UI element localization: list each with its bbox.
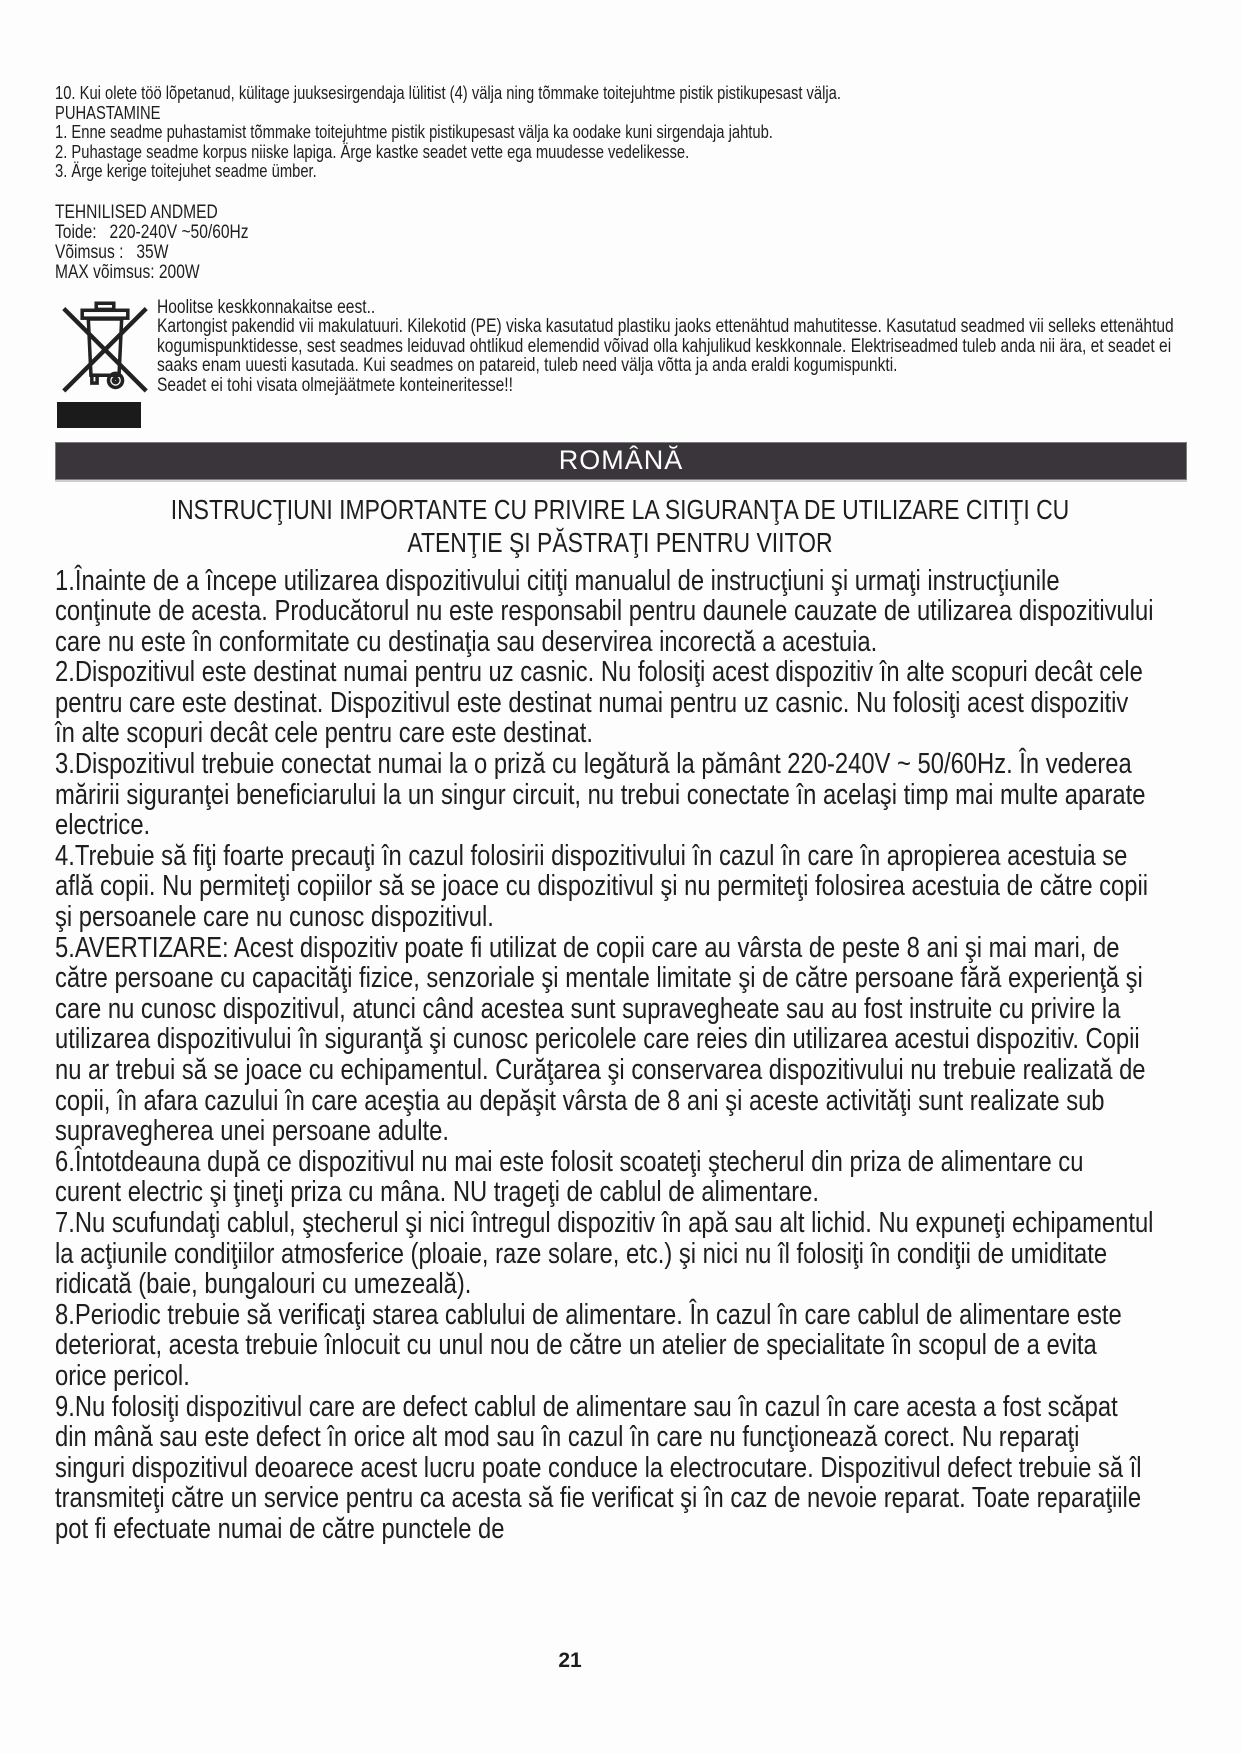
page-number: 21	[558, 1649, 582, 1672]
cleaning-item: 2. Puhastage seadme korpus niiske lapiga. Ärge kastke seadet vette ega muudesse vedelikesse.	[55, 141, 690, 162]
cleaning-item: 1. Enne seadme puhastamist tõmmake toitejuhtme pistik pistikupesast välja ka oodake kuni sirgendaja jahtub.	[55, 122, 773, 142]
technical-data-line: MAX võimsus: 200W	[55, 261, 200, 283]
recycling-intro: Hoolitse keskkonnakaitse eest..	[157, 296, 376, 318]
instruction-paragraph-5: 5.AVERTIZARE: Acest dispozitiv poate fi utilizat de copii care au vârsta de peste 8 ani şi mai mari, de către persoane cu capacităţi fizice, senzoriale şi mentale limitate şi de către persoane fără experienţă şi care nu cunosc dispozitivul, atunci când acestea sunt supravegheate sau au fost instruite cu privire la utilizarea dispozitivului în siguranţă şi cunosc pericolele care reies din utilizarea acestui dispozitiv. Copii nu ar trebui să se joace cu echipamentul. Curăţarea şi conservarea dispozitivului nu trebuie realizată de copii, în afara cazului în care aceştia au depăşit vârsta de 8 ani şi aceste activităţi sunt realizate sub supravegherea unei persoane adulte.	[55, 931, 1146, 1148]
recycling-icon-column	[55, 298, 157, 428]
technical-data-line: Toide: 220-240V ~50/60Hz	[55, 221, 249, 243]
instruction-paragraph-6: 6.Întotdeauna după ce dispozitivul nu mai este folosit scoateţi ştecherul din priza de alimentare cu curent electric şi ţineţi priza cu mâna. NU trageţi de cablul de alimentare.	[55, 1145, 1084, 1209]
language-header-bar	[55, 442, 1187, 480]
technical-data-heading: TEHNILISED ANDMED	[55, 201, 218, 223]
cleaning-item: 3. Ärge kerige toitejuhet seadme ümber.	[55, 161, 317, 181]
recycling-body: Kartongist pakendid vii makulatuuri. Kilekotid (PE) viska kasutatud plastiku jaoks ettenähtud mahutitesse. Kasutatud seadmed vii selleks ettenähtud kogumispunktidesse, sest seadmes leiduvad ohtlikud elemendid võivad olla kahjulikud keskkonnale. Elektriseadmed tuleb anda nii ära, et seadet ei saaks enam uuesti kasutada. Kui seadmes on patareid, tuleb need välja võtta ja anda eraldi kogumispunkti.	[157, 316, 1174, 376]
technical-data-section	[55, 203, 1185, 283]
weee-crossed-bin-icon	[61, 298, 149, 398]
recycling-notice	[55, 298, 1187, 428]
cleaning-heading: PUHASTAMINE	[55, 102, 161, 123]
instruction-paragraph-3: 3.Dispozitivul trebuie conectat numai la o priză cu legătură la pământ 220-240V ~ 50/60Hz. În vederea măririi siguranţei beneficiarului la un singur circuit, nu trebui conectate în acelaşi timp mai multe aparate electrice.	[55, 748, 1146, 842]
language-label: ROMÂNĂ	[558, 445, 684, 475]
safety-instructions	[55, 566, 1155, 1545]
safety-title-line-2: ATENŢIE ŞI PĂSTRAŢI PENTRU VIITOR	[407, 526, 833, 558]
safety-title-line-1: INSTRUCŢIUNI IMPORTANTE CU PRIVIRE LA SIGURANŢA DE UTILIZARE CITIŢI CU	[170, 493, 1070, 525]
recycling-outro: Seadet ei tohi visata olmejäätmete konteineritesse!!	[157, 374, 513, 396]
instruction-paragraph-9: 9.Nu folosiţi dispozitivul care are defect cablul de alimentare sau în cazul în care acesta a fost scăpat din mână sau este defect în orice alt mod sau în cazul în care nu funcţionează corect. Nu reparaţi singuri dispozitivul deoarece acest lucru poate conduce la electrocutare. Dispozitivul defect trebuie să îl transmiteţi către un service pentru ca acesta să fie verificat şi în caz de nevoie reparat. Toate reparaţiile pot fi efectuate numai de către punctele de	[55, 1390, 1142, 1545]
estonian-step-10: 10. Kui olete töö lõpetanud, külitage juuksesirgendaja lülitist (4) välja ning tõmmake toitejuhtme pistik pistikupesast välja.	[55, 83, 841, 103]
instruction-paragraph-2: 2.Dispozitivul este destinat numai pentru uz casnic. Nu folosiţi acest dispozitiv în alte scopuri decât cele pentru care este destinat. Dispozitivul este destinat numai pentru uz casnic. Nu folosiţi acest dispozitiv în alte scopuri decât cele pentru care este destinat.	[55, 656, 1143, 750]
safety-title	[55, 493, 1185, 559]
instruction-paragraph-4: 4.Trebuie să fiţi foarte precauţi în cazul folosirii dispozitivului în cazul în care în apropierea acestuia se află copii. Nu permiteţi copiilor să se joace cu dispozitivul şi nu permiteţi folosirea acestuia de către copii şi persoanele care nu cunosc dispozitivul.	[55, 839, 1149, 934]
black-bar	[57, 402, 141, 428]
page-content	[55, 84, 1187, 1545]
instruction-paragraph-1: 1.Înainte de a începe utilizarea dispozitivului citiţi manualul de instrucţiuni şi urmaţi instrucţiunile conţinute de acesta. Producătorul nu este responsabil pentru daunele cauzate de utilizarea dispozitivului care nu este în conformitate cu destinaţia sau deservirea incorectă a acestuia.	[55, 564, 1154, 658]
instruction-paragraph-7: 7.Nu scufundaţi cablul, ştecherul şi nici întregul dispozitiv în apă sau alt lichid. Nu expuneţi echipamentul la acţiunile condiţiilor atmosferice (ploaie, raze solare, etc.) şi nici nu îl folosiţi în condiţii de umiditate ridicată (baie, bungalouri cu umezeală).	[55, 1206, 1154, 1301]
estonian-section	[55, 84, 1185, 283]
recycling-text-column	[157, 298, 1187, 396]
instruction-paragraph-8: 8.Periodic trebuie să verificaţi starea cablului de alimentare. În cazul în care cablul de alimentare este deteriorat, acesta trebuie înlocuit cu unul nou de către un atelier de specialitate în scopul de a evita orice pericol.	[55, 1298, 1122, 1392]
technical-data-line: Võimsus : 35W	[55, 241, 169, 263]
